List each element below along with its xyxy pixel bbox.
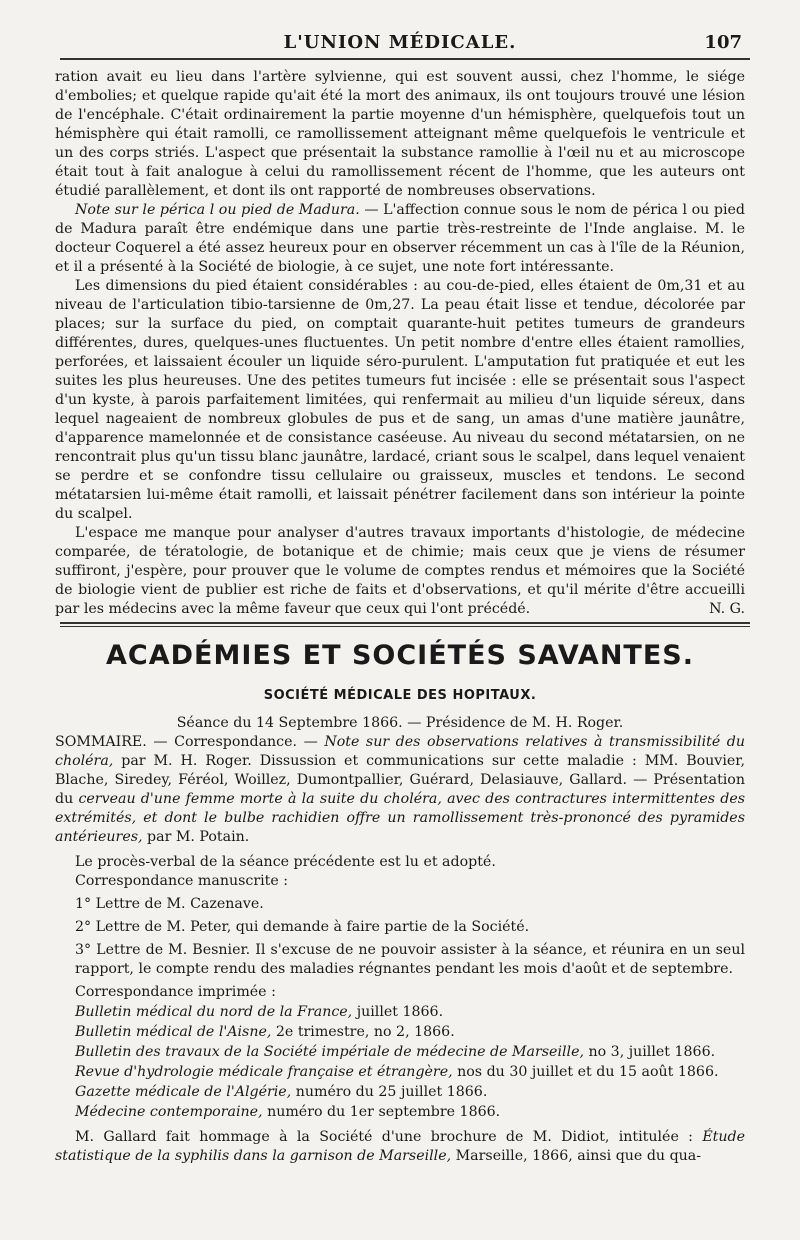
note-title: Note sur le périca l ou pied de Madura. [75, 202, 360, 218]
printed-rest: nos du 30 juillet et du 15 août 1866. [452, 1064, 719, 1080]
gallard-text: Marseille, 1866, ainsi que du qua- [451, 1148, 702, 1164]
printed-list [55, 1003, 745, 1122]
letter-item: 2° Lettre de M. Peter, qui demande à faire partie de la Société. [75, 919, 530, 935]
sommaire [55, 733, 745, 847]
seance-line: Séance du 14 Septembre 1866. — Présidence de M. H. Roger. [176, 715, 624, 731]
printed-title: Gazette médicale de l'Algérie, [75, 1084, 292, 1100]
header-rule [60, 58, 750, 60]
printed-title: Bulletin médical du nord de la France, [75, 1004, 353, 1020]
printed-rest: no 3, juillet 1866. [583, 1044, 716, 1060]
sommaire-italic: Note sur des observations relatives à transmissibilité du choléra, [55, 734, 745, 769]
proces-verbal: Le procès-verbal de la séance précédente est lu et adopté. [75, 854, 496, 870]
section-rule-thin [60, 626, 750, 627]
paragraph-text: L'espace me manque pour analyser d'autres travaux importants d'histologie, de médecine comparée, de tératologie, de botanique et de chimie; mais ceux que je viens de résumer suffiront, j'espère, pour prouver que le volume de comptes rendus et mémoires que la Société de biologie vient de publier est riche de faits et d'observations, et qu'il mérite d'être accueilli par les médecins avec la même faveur que ceux qui l'ont précédé. [55, 525, 745, 617]
article-body [55, 68, 745, 619]
note-paragraph [55, 201, 745, 277]
sommaire-text: par M. H. Roger. Dissussion et communications sur cette maladie : MM. Bouvier, Blache, Siredey, Féréol, Woillez, Dumontpallier, Guérard, Delasiauve, Gallard. — Présentation du [55, 753, 745, 807]
printed-title: Médecine contemporaine, [75, 1104, 263, 1120]
printed-title: Revue d'hydrologie médicale française et étrangère, [75, 1064, 453, 1080]
society-title: SOCIÉTÉ MÉDICALE DES HOPITAUX. [263, 688, 537, 703]
note-text: — L'affection connue sous le nom de périca l ou pied de Madura paraît être endémique dans une partie très-restreinte de l'Inde anglaise. M. le docteur Coquerel a été assez heureux pour en observer récemment un cas à l'île de la Réunion, et il a présenté à la Société de biologie, à ce sujet, une note fort intéressante. [55, 202, 745, 275]
sommaire-italic: cerveau d'une femme morte à la suite du choléra, avec des contractures intermittentes des extrémités, et dont le bulbe rachidien offre un ramollissement très-prononcé des pyramides antérieures, [55, 791, 745, 845]
society-report [55, 714, 745, 1166]
gallard-text: M. Gallard fait hommage à la Société d'une brochure de M. Didiot, intitulée : [75, 1129, 703, 1145]
paragraph: ration avait eu lieu dans l'artère sylvienne, qui est souvent aussi, chez l'homme, le siége d'embolies; et quelque rapide qu'ait été la mort des animaux, ils ont toujours trouvé une lésion de l'encéphale. C'était ordinairement la partie moyenne d'un hémisphère, quelquefois tout un hémisphère qui était ramolli, ce ramollissement atteignant même quelquefois le ventricule et un des corps striés. L'aspect que présentait la substance ramollie à l'œil nu et au microscope était tout à fait analogue à celui du ramollissement récent de l'homme, que les auteurs ont étudié parallèlement, et dont ils ont rapporté de nombreuses observations. [55, 69, 745, 199]
letter-item: 3° Lettre de M. Besnier. Il s'excuse de ne pouvoir assister à la séance, et réunira en un seul rapport, le compte rendu des maladies régnantes pendant les mois d'août et de septembre. [75, 942, 745, 977]
section-title: ACADÉMIES ET SOCIÉTÉS SAVANTES. [106, 640, 694, 671]
letter-item: 1° Lettre de M. Cazenave. [75, 896, 264, 912]
printed-item [55, 1043, 745, 1062]
gallard-paragraph [55, 1128, 745, 1166]
printed-item [55, 1103, 745, 1122]
printed-item [55, 1083, 745, 1102]
printed-title: Bulletin des travaux de la Société impériale de médecine de Marseille, [75, 1044, 584, 1060]
printed-item [55, 1003, 745, 1022]
printed-title: Bulletin médical de l'Aisne, [75, 1024, 272, 1040]
printed-rest: juillet 1866. [352, 1004, 444, 1020]
gallard-title: Étude statistique de la syphilis dans la garnison de Marseille, [55, 1129, 745, 1164]
paragraph [55, 524, 745, 619]
correspondance-manuscrite: Correspondance manuscrite : [75, 873, 289, 889]
correspondance-imprimee: Correspondance imprimée : [75, 984, 276, 1000]
printed-rest: numéro du 25 juillet 1866. [291, 1084, 488, 1100]
page-number: 107 [704, 32, 742, 53]
section-rule [60, 622, 750, 624]
printed-item [55, 1023, 745, 1042]
printed-item [55, 1063, 745, 1082]
printed-rest: 2e trimestre, no 2, 1866. [271, 1024, 455, 1040]
signature: N. G. [709, 601, 745, 617]
printed-rest: numéro du 1er septembre 1866. [262, 1104, 501, 1120]
running-header: L'UNION MÉDICALE. [283, 32, 517, 53]
paragraph: Les dimensions du pied étaient considérables : au cou-de-pied, elles étaient de 0m,31 et au niveau de l'articulation tibio-tarsienne de 0m,27. La peau était lisse et tendue, décolorée par places; sur la surface du pied, on comptait quarante-huit petites tumeurs de grandeurs différentes, dures, quelques-unes fluctuentes. Un petit nombre d'entre elles étaient ramollies, perforées, et laissaient écouler un liquide séro-purulent. L'amputation fut pratiquée et eut les suites les plus heureuses. Une des petites tumeurs fut incisée : elle se présentait sous l'aspect d'un kyste, à parois parfaitement limitées, qui renfermait au milieu d'un liquide séreux, dans lequel nageaient de nombreux globules de pus et de sang, un amas d'une matière jaunâtre, d'apparence mamelonnée et de consistance caséeuse. Au niveau du second métatarsien, on ne rencontrait plus qu'un tissu blanc jaunâtre, lardacé, criant sous le scalpel, dans lequel venaient se perdre et se confondre tissu cellulaire ou graisseux, muscles et tendons. Le second métatarsien lui-même était ramolli, et laissait pénétrer facilement dans son intérieur la pointe du scalpel. [55, 278, 745, 522]
sommaire-text: par M. Potain. [142, 829, 250, 845]
sommaire-label: SOMMAIRE. — Correspondance. — [55, 734, 325, 750]
